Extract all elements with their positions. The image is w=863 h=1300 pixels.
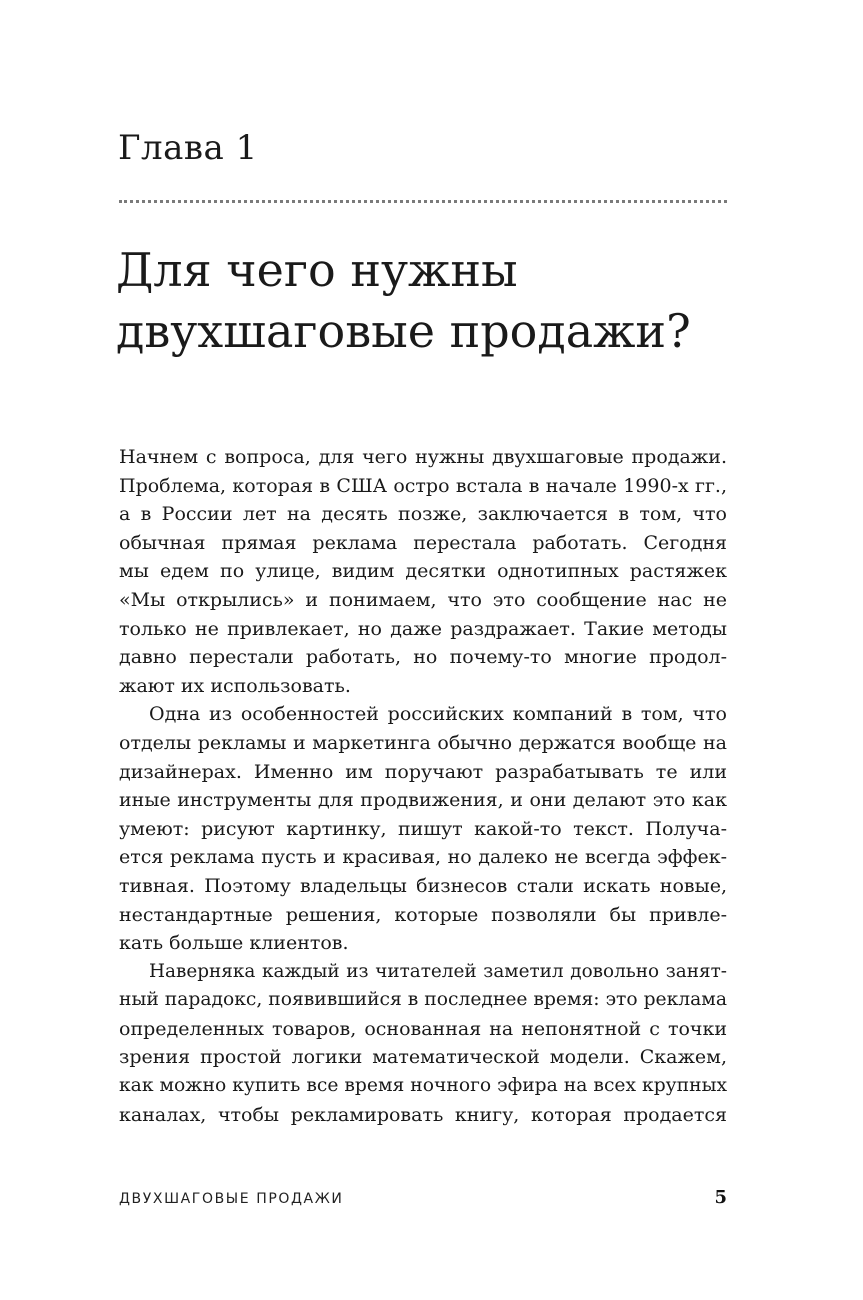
chapter-title-line: Для чего нужны: [116, 243, 518, 297]
text-line: давно перестали работать, но почему-то многие продол-: [119, 646, 727, 669]
text-line: нестандартные решения, которые позволяли бы привле-: [119, 903, 727, 926]
text-line: отделы рекламы и маркетинга обычно держатся вообще на: [119, 731, 727, 754]
text-line: а в России лет на десять позже, заключается в том, что: [119, 503, 727, 526]
running-title: ДВУХШАГОВЫЕ ПРОДАЖИ: [119, 1191, 344, 1207]
text-line: дизайнерах. Именно им поручают разрабатывать те или: [119, 760, 727, 783]
text-line: кать больше клиентов.: [119, 932, 349, 955]
body-text: [119, 443, 727, 1129]
text-line: ный парадокс, появившийся в последнее время: это реклама: [119, 989, 727, 1011]
text-line: как можно купить все время ночного эфира на всех крупных: [119, 1075, 727, 1097]
text-line: тивная. Поэтому владельцы бизнесов стали искать новые,: [119, 874, 727, 897]
text-line: Проблема, которая в США остро встала в начале 1990-х гг.,: [119, 474, 727, 497]
text-line: зрения простой логики математической модели. Скажем,: [119, 1046, 727, 1069]
text-line: иные инструменты для продвижения, и они делают это как: [119, 789, 727, 812]
text-line: умеют: рисуют картинку, пишут какой-то текст. Получа-: [119, 817, 727, 840]
text-line: определенных товаров, основанная на непонятной с точки: [119, 1017, 727, 1040]
text-line: только не привлекает, но даже раздражает. Такие методы: [119, 617, 727, 640]
text-line: Одна из особенностей российских компаний в том, что: [149, 703, 727, 726]
chapter-label: Глава 1: [118, 128, 258, 168]
text-line: ется реклама пусть и красивая, но далеко не всегда эффек-: [119, 846, 727, 869]
text-line: Наверняка каждый из читателей заметил довольно занят-: [149, 960, 727, 982]
page-number: 5: [714, 1187, 727, 1208]
text-line: обычная прямая реклама перестала работать. Сегодня: [119, 531, 727, 554]
dotted-divider: [119, 200, 727, 203]
text-line: «Мы открылись» и понимаем, что это сообщение нас не: [119, 588, 727, 611]
chapter-title-line: двухшаговые продажи?: [116, 304, 691, 358]
text-line: каналах, чтобы рекламировать книгу, которая продается: [119, 1103, 727, 1126]
chapter-title: [116, 240, 736, 362]
text-line: Начнем с вопроса, для чего нужны двухшаговые продажи.: [119, 446, 727, 468]
text-line: мы едем по улице, видим десятки однотипных растяжек: [119, 560, 727, 583]
text-line: жают их использовать.: [119, 674, 351, 697]
